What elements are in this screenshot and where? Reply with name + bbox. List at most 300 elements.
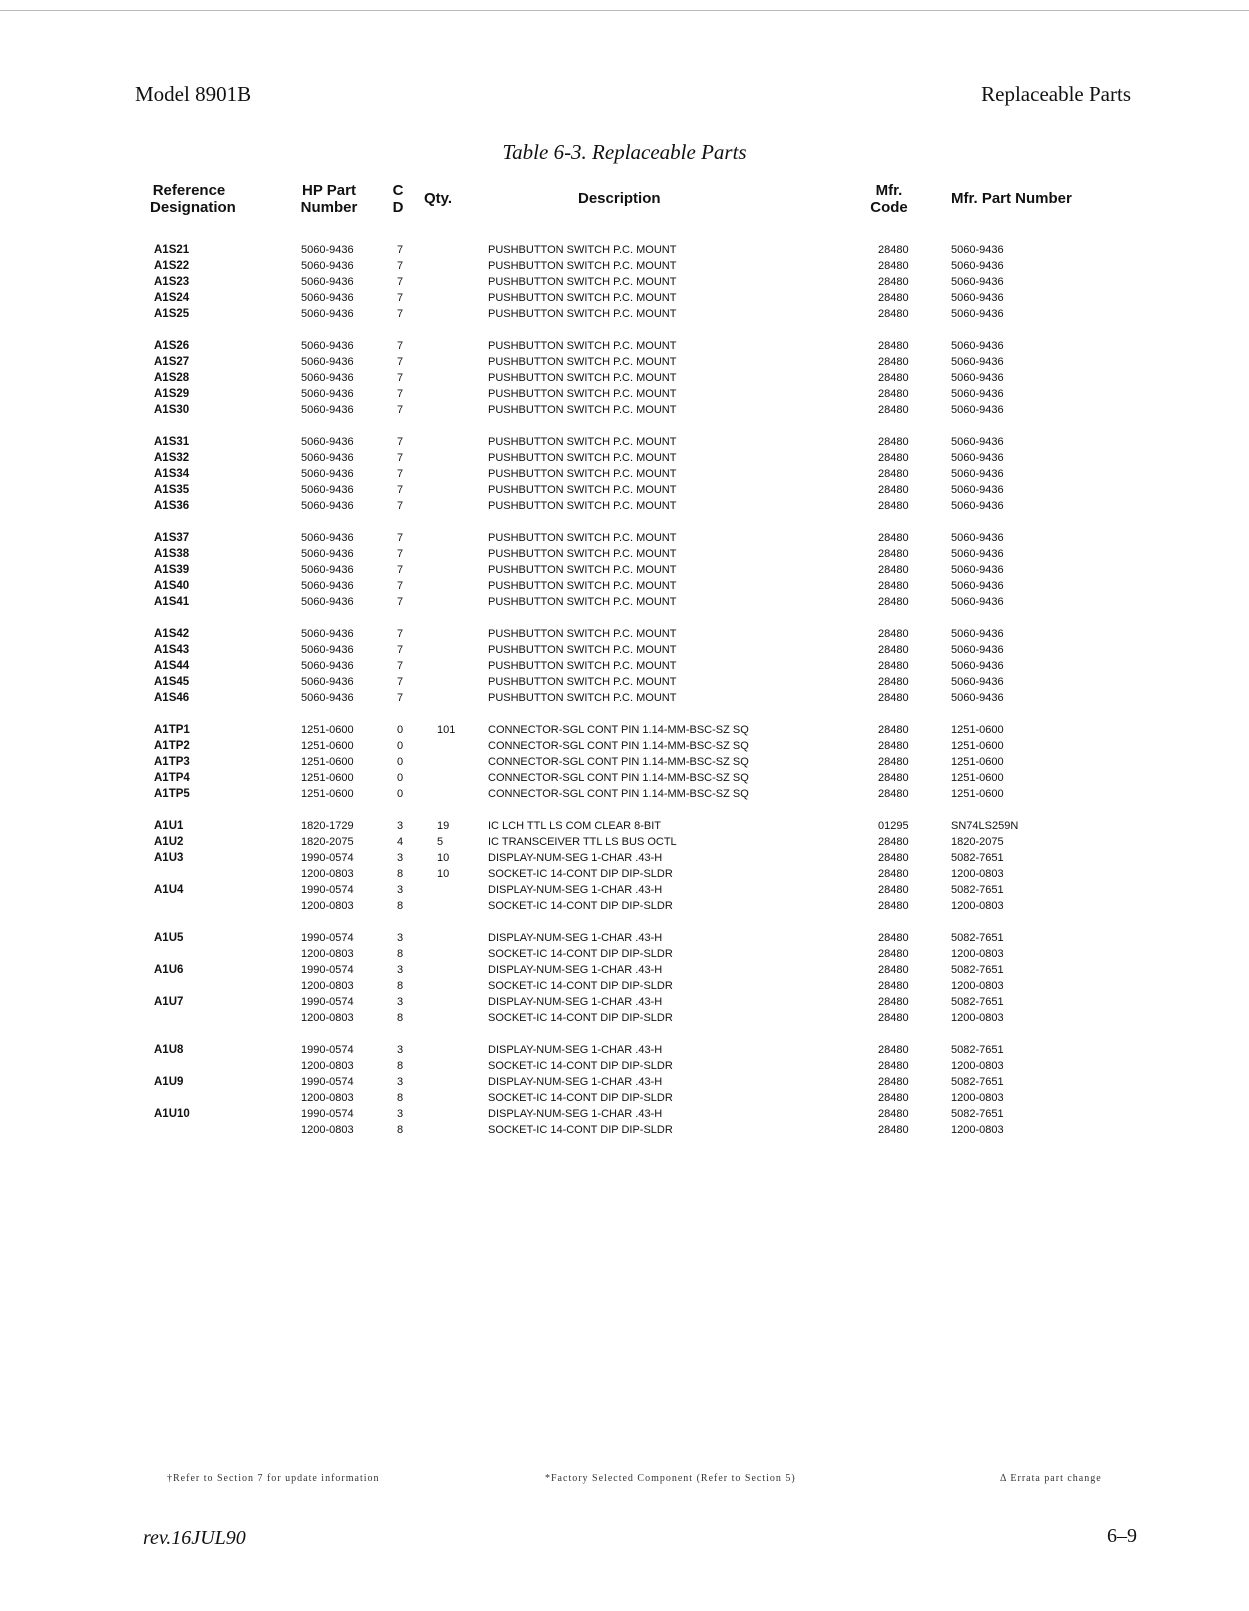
description-cell: PUSHBUTTON SWITCH P.C. MOUNT [488, 452, 677, 464]
reference-designation-cell: A1S41 [154, 596, 190, 608]
mfr-part-number-cell: 5060-9436 [951, 436, 1004, 448]
mfr-part-number-cell: 5060-9436 [951, 452, 1004, 464]
mfr-part-number-cell: 1200-0803 [951, 1124, 1004, 1136]
mfr-code-cell: 28480 [878, 356, 909, 368]
cd-code-cell: 3 [397, 820, 404, 832]
top-rule [0, 10, 1249, 11]
mfr-code-cell: 28480 [878, 548, 909, 560]
mfr-code-cell: 28480 [878, 404, 909, 416]
table-row [0, 1106, 1249, 1122]
hp-part-number-cell: 5060-9436 [301, 340, 354, 352]
description-cell: PUSHBUTTON SWITCH P.C. MOUNT [488, 500, 677, 512]
mfr-code-cell: 28480 [878, 260, 909, 272]
cd-code-cell: 7 [397, 580, 404, 592]
mfr-code-cell: 28480 [878, 1124, 909, 1136]
cd-code-cell: 7 [397, 260, 404, 272]
group-spacer [0, 802, 1249, 818]
group-spacer [0, 610, 1249, 626]
description-cell: DISPLAY-NUM-SEG 1-CHAR .43-H [488, 1108, 663, 1120]
column-header-hp-part [298, 182, 360, 216]
description-cell: PUSHBUTTON SWITCH P.C. MOUNT [488, 660, 677, 672]
table-title: Table 6-3. Replaceable Parts [502, 140, 747, 164]
table-row [0, 1074, 1249, 1090]
mfr-code-cell: 28480 [878, 580, 909, 592]
cd-code-cell: 8 [397, 1092, 404, 1104]
column-header-hp-part-line1: HP Part [302, 182, 356, 199]
description-cell: DISPLAY-NUM-SEG 1-CHAR .43-H [488, 884, 663, 896]
mfr-part-number-cell: 5060-9436 [951, 244, 1004, 256]
cd-code-cell: 7 [397, 564, 404, 576]
hp-part-number-cell: 5060-9436 [301, 260, 354, 272]
footnote-errata: Δ Errata part change [1000, 1473, 1102, 1484]
mfr-code-cell: 28480 [878, 628, 909, 640]
hp-part-number-cell: 1990-0574 [301, 1108, 354, 1120]
mfr-part-number-cell: 5060-9436 [951, 676, 1004, 688]
page-number: 6–9 [1107, 1525, 1137, 1547]
table-row [0, 498, 1249, 514]
cd-code-cell: 3 [397, 1044, 404, 1056]
description-cell: SOCKET-IC 14-CONT DIP DIP-SLDR [488, 900, 673, 912]
table-row: A1U1 1820-1729 3 19 IC LCH TTL LS COM CLEAR 8-BIT 01295 SN74LS259N [154, 820, 1019, 832]
mfr-code-cell: 28480 [878, 564, 909, 576]
mfr-part-number-cell: 1251-0600 [951, 788, 1004, 800]
cd-code-cell: 7 [397, 500, 404, 512]
mfr-code-cell: 28480 [878, 996, 909, 1008]
hp-part-number-cell: 5060-9436 [301, 644, 354, 656]
mfr-part-number-cell: 5060-9436 [951, 276, 1004, 288]
mfr-part-number-cell: 5060-9436 [951, 340, 1004, 352]
mfr-code-cell: 28480 [878, 932, 909, 944]
mfr-part-number-cell: 5060-9436 [951, 308, 1004, 320]
reference-designation-cell: A1U7 [154, 996, 184, 1008]
cd-code-cell: 7 [397, 356, 404, 368]
hp-part-number-cell: 1200-0803 [301, 900, 354, 912]
mfr-part-number-cell: 5060-9436 [951, 372, 1004, 384]
hp-part-number-cell: 1200-0803 [301, 1012, 354, 1024]
reference-designation-cell: A1TP5 [154, 788, 190, 800]
description-cell: PUSHBUTTON SWITCH P.C. MOUNT [488, 468, 677, 480]
mfr-part-number-cell: 1251-0600 [951, 740, 1004, 752]
description-cell: PUSHBUTTON SWITCH P.C. MOUNT [488, 628, 677, 640]
mfr-part-number-cell: 5060-9436 [951, 628, 1004, 640]
reference-designation-cell: A1S29 [154, 388, 190, 400]
hp-part-number-cell: 5060-9436 [301, 404, 354, 416]
table-row [0, 754, 1249, 770]
mfr-code-cell: 28480 [878, 484, 909, 496]
reference-designation-cell: A1S25 [154, 308, 190, 320]
parts-table [0, 242, 1249, 1138]
mfr-part-number-cell: 1820-2075 [951, 836, 1004, 848]
mfr-code-cell: 28480 [878, 676, 909, 688]
description-cell: SOCKET-IC 14-CONT DIP DIP-SLDR [488, 868, 673, 880]
reference-designation-cell: A1U4 [154, 884, 184, 896]
table-row [0, 242, 1249, 258]
mfr-code-cell: 28480 [878, 836, 909, 848]
cd-code-cell: 8 [397, 900, 404, 912]
hp-part-number-cell: 5060-9436 [301, 596, 354, 608]
mfr-part-number-cell: 5082-7651 [951, 1076, 1004, 1088]
hp-part-number-cell: 5060-9436 [301, 276, 354, 288]
hp-part-number-cell: 1200-0803 [301, 1092, 354, 1104]
cd-code-cell: 3 [397, 996, 404, 1008]
description-cell: CONNECTOR-SGL CONT PIN 1.14-MM-BSC-SZ SQ [488, 772, 749, 784]
table-row [0, 258, 1249, 274]
description-cell: CONNECTOR-SGL CONT PIN 1.14-MM-BSC-SZ SQ [488, 724, 749, 736]
mfr-part-number-cell: 1200-0803 [951, 1012, 1004, 1024]
mfr-code-cell: 28480 [878, 1092, 909, 1104]
hp-part-number-cell: 1200-0803 [301, 948, 354, 960]
mfr-code-cell: 28480 [878, 980, 909, 992]
table-row [0, 290, 1249, 306]
reference-designation-cell: A1TP4 [154, 772, 190, 784]
cd-code-cell: 0 [397, 724, 404, 736]
table-row [0, 978, 1249, 994]
cd-code-cell: 7 [397, 276, 404, 288]
mfr-part-number-cell: 5082-7651 [951, 1044, 1004, 1056]
description-cell: PUSHBUTTON SWITCH P.C. MOUNT [488, 548, 677, 560]
description-cell: DISPLAY-NUM-SEG 1-CHAR .43-H [488, 852, 663, 864]
group-spacer [0, 914, 1249, 930]
column-header-qty: Qty. [424, 190, 453, 207]
table-row [0, 386, 1249, 402]
description-cell: SOCKET-IC 14-CONT DIP DIP-SLDR [488, 1012, 673, 1024]
mfr-part-number-cell: 5082-7651 [951, 852, 1004, 864]
hp-part-number-cell: 1251-0600 [301, 724, 354, 736]
reference-designation-cell: A1U9 [154, 1076, 184, 1088]
cd-code-cell: 3 [397, 964, 404, 976]
reference-designation-cell: A1TP1 [154, 724, 190, 736]
hp-part-number-cell: 1251-0600 [301, 788, 354, 800]
hp-part-number-cell: 1200-0803 [301, 868, 354, 880]
mfr-code-cell: 28480 [878, 468, 909, 480]
mfr-part-number-cell: 5060-9436 [951, 548, 1004, 560]
mfr-part-number-cell: 5060-9436 [951, 292, 1004, 304]
table-row [0, 1090, 1249, 1106]
table-row: A1U3 1990-0574 3 10 DISPLAY-NUM-SEG 1-CHAR .43-H 28480 5082-7651 [154, 852, 1004, 864]
column-header-mfr-code-line2: Code [870, 199, 908, 216]
cd-code-cell: 7 [397, 436, 404, 448]
reference-designation-cell: A1S38 [154, 548, 190, 560]
hp-part-number-cell: 5060-9436 [301, 692, 354, 704]
group-spacer [0, 514, 1249, 530]
mfr-code-cell: 28480 [878, 772, 909, 784]
reference-designation-cell: A1S39 [154, 564, 190, 576]
reference-designation-cell: A1S35 [154, 484, 190, 496]
mfr-code-cell: 01295 [878, 820, 909, 832]
column-header-cd-line2: D [392, 199, 404, 216]
hp-part-number-cell: 5060-9436 [301, 244, 354, 256]
table-row [0, 626, 1249, 642]
hp-part-number-cell: 5060-9436 [301, 628, 354, 640]
hp-part-number-cell: 5060-9436 [301, 308, 354, 320]
mfr-code-cell: 28480 [878, 372, 909, 384]
table-row [0, 450, 1249, 466]
cd-code-cell: 0 [397, 788, 404, 800]
mfr-part-number-cell: 1200-0803 [951, 868, 1004, 880]
footnote-factory-selected: *Factory Selected Component (Refer to Section 5) [545, 1473, 796, 1484]
group-spacer [0, 418, 1249, 434]
footnote-update-info: †Refer to Section 7 for update information [167, 1473, 380, 1484]
mfr-part-number-cell: 5060-9436 [951, 468, 1004, 480]
mfr-part-number-cell: 5060-9436 [951, 596, 1004, 608]
mfr-part-number-cell: 5082-7651 [951, 1108, 1004, 1120]
description-cell: PUSHBUTTON SWITCH P.C. MOUNT [488, 244, 677, 256]
cd-code-cell: 3 [397, 932, 404, 944]
description-cell: PUSHBUTTON SWITCH P.C. MOUNT [488, 580, 677, 592]
reference-designation-cell: A1S37 [154, 532, 190, 544]
column-header-reference [150, 182, 236, 216]
description-cell: DISPLAY-NUM-SEG 1-CHAR .43-H [488, 964, 663, 976]
reference-designation-cell: A1U3 [154, 852, 184, 864]
mfr-code-cell: 28480 [878, 596, 909, 608]
cd-code-cell: 7 [397, 532, 404, 544]
description-cell: SOCKET-IC 14-CONT DIP DIP-SLDR [488, 980, 673, 992]
mfr-part-number-cell: 5060-9436 [951, 500, 1004, 512]
mfr-part-number-cell: 5060-9436 [951, 660, 1004, 672]
column-header-cd-line1: C [392, 182, 404, 199]
header-model: Model 8901B [135, 82, 252, 106]
table-row: 1200-0803 8 10 SOCKET-IC 14-CONT DIP DIP-SLDR 28480 1200-0803 [301, 868, 1004, 880]
cd-code-cell: 0 [397, 772, 404, 784]
table-row [0, 738, 1249, 754]
hp-part-number-cell: 1251-0600 [301, 740, 354, 752]
table-row: A1TP1 1251-0600 0 101 CONNECTOR-SGL CONT PIN 1.14-MM-BSC-SZ SQ 28480 1251-0600 [154, 724, 1004, 736]
mfr-part-number-cell: 5060-9436 [951, 644, 1004, 656]
table-row [0, 786, 1249, 802]
mfr-code-cell: 28480 [878, 948, 909, 960]
table-row [0, 962, 1249, 978]
reference-designation-cell: A1S26 [154, 340, 190, 352]
mfr-code-cell: 28480 [878, 884, 909, 896]
table-row [0, 578, 1249, 594]
hp-part-number-cell: 1200-0803 [301, 1060, 354, 1072]
mfr-code-cell: 28480 [878, 1076, 909, 1088]
reference-designation-cell: A1U2 [154, 836, 184, 848]
cd-code-cell: 8 [397, 1060, 404, 1072]
mfr-part-number-cell: 5082-7651 [951, 964, 1004, 976]
reference-designation-cell: A1S23 [154, 276, 190, 288]
reference-designation-cell: A1U1 [154, 820, 184, 832]
hp-part-number-cell: 5060-9436 [301, 388, 354, 400]
table-row [0, 354, 1249, 370]
description-cell: PUSHBUTTON SWITCH P.C. MOUNT [488, 596, 677, 608]
mfr-part-number-cell: 5060-9436 [951, 404, 1004, 416]
description-cell: PUSHBUTTON SWITCH P.C. MOUNT [488, 564, 677, 576]
mfr-code-cell: 28480 [878, 900, 909, 912]
description-cell: PUSHBUTTON SWITCH P.C. MOUNT [488, 276, 677, 288]
hp-part-number-cell: 5060-9436 [301, 292, 354, 304]
mfr-part-number-cell: 1251-0600 [951, 724, 1004, 736]
cd-code-cell: 4 [397, 836, 404, 848]
cd-code-cell: 7 [397, 372, 404, 384]
description-cell: PUSHBUTTON SWITCH P.C. MOUNT [488, 260, 677, 272]
description-cell: SOCKET-IC 14-CONT DIP DIP-SLDR [488, 1060, 673, 1072]
description-cell: PUSHBUTTON SWITCH P.C. MOUNT [488, 292, 677, 304]
hp-part-number-cell: 1200-0803 [301, 1124, 354, 1136]
description-cell: DISPLAY-NUM-SEG 1-CHAR .43-H [488, 996, 663, 1008]
header-section: Replaceable Parts [981, 82, 1131, 106]
column-header-reference-line2: Designation [150, 199, 236, 216]
table-row [0, 530, 1249, 546]
mfr-part-number-cell: 5060-9436 [951, 388, 1004, 400]
hp-part-number-cell: 5060-9436 [301, 548, 354, 560]
mfr-code-cell: 28480 [878, 692, 909, 704]
reference-designation-cell: A1S45 [154, 676, 190, 688]
table-row: A1U2 1820-2075 4 5 IC TRANSCEIVER TTL LS BUS OCTL 28480 1820-2075 [154, 836, 1004, 848]
mfr-code-cell: 28480 [878, 756, 909, 768]
mfr-code-cell: 28480 [878, 1044, 909, 1056]
table-row [0, 674, 1249, 690]
table-row [0, 1042, 1249, 1058]
mfr-part-number-cell: 1200-0803 [951, 1060, 1004, 1072]
column-header-mfr-part-number: Mfr. Part Number [951, 190, 1072, 207]
mfr-code-cell: 28480 [878, 276, 909, 288]
reference-designation-cell: A1S28 [154, 372, 190, 384]
description-cell: PUSHBUTTON SWITCH P.C. MOUNT [488, 692, 677, 704]
column-header-description: Description [578, 190, 661, 207]
hp-part-number-cell: 5060-9436 [301, 484, 354, 496]
mfr-code-cell: 28480 [878, 1060, 909, 1072]
mfr-code-cell: 28480 [878, 452, 909, 464]
table-row [0, 770, 1249, 786]
description-cell: PUSHBUTTON SWITCH P.C. MOUNT [488, 372, 677, 384]
hp-part-number-cell: 1820-1729 [301, 820, 354, 832]
description-cell: CONNECTOR-SGL CONT PIN 1.14-MM-BSC-SZ SQ [488, 756, 749, 768]
mfr-part-number-cell: 5082-7651 [951, 996, 1004, 1008]
table-row [0, 466, 1249, 482]
table-row [0, 434, 1249, 450]
cd-code-cell: 7 [397, 388, 404, 400]
cd-code-cell: 3 [397, 884, 404, 896]
table-row [0, 898, 1249, 914]
reference-designation-cell: A1U6 [154, 964, 184, 976]
reference-designation-cell: A1S34 [154, 468, 190, 480]
cd-code-cell: 7 [397, 308, 404, 320]
description-cell: PUSHBUTTON SWITCH P.C. MOUNT [488, 404, 677, 416]
mfr-part-number-cell: 1251-0600 [951, 756, 1004, 768]
mfr-part-number-cell: 5060-9436 [951, 580, 1004, 592]
reference-designation-cell: A1S22 [154, 260, 190, 272]
cd-code-cell: 0 [397, 756, 404, 768]
hp-part-number-cell: 1990-0574 [301, 932, 354, 944]
mfr-code-cell: 28480 [878, 436, 909, 448]
hp-part-number-cell: 1251-0600 [301, 756, 354, 768]
hp-part-number-cell: 5060-9436 [301, 564, 354, 576]
description-cell: PUSHBUTTON SWITCH P.C. MOUNT [488, 308, 677, 320]
cd-code-cell: 7 [397, 644, 404, 656]
mfr-code-cell: 28480 [878, 660, 909, 672]
hp-part-number-cell: 5060-9436 [301, 372, 354, 384]
description-cell: DISPLAY-NUM-SEG 1-CHAR .43-H [488, 1044, 663, 1056]
table-row [0, 594, 1249, 610]
table-row [0, 1058, 1249, 1074]
mfr-part-number-cell: SN74LS259N [951, 820, 1019, 832]
mfr-part-number-cell: 1251-0600 [951, 772, 1004, 784]
cd-code-cell: 8 [397, 1124, 404, 1136]
cd-code-cell: 8 [397, 980, 404, 992]
description-cell: PUSHBUTTON SWITCH P.C. MOUNT [488, 388, 677, 400]
table-row [0, 562, 1249, 578]
hp-part-number-cell: 1990-0574 [301, 996, 354, 1008]
reference-designation-cell: A1S27 [154, 356, 190, 368]
mfr-part-number-cell: 1200-0803 [951, 1092, 1004, 1104]
cd-code-cell: 7 [397, 484, 404, 496]
cd-code-cell: 7 [397, 244, 404, 256]
mfr-code-cell: 28480 [878, 500, 909, 512]
hp-part-number-cell: 1990-0574 [301, 884, 354, 896]
mfr-part-number-cell: 1200-0803 [951, 900, 1004, 912]
table-row [0, 482, 1249, 498]
cd-code-cell: 7 [397, 340, 404, 352]
hp-part-number-cell: 1990-0574 [301, 852, 354, 864]
mfr-code-cell: 28480 [878, 1108, 909, 1120]
mfr-part-number-cell: 5060-9436 [951, 356, 1004, 368]
reference-designation-cell: A1S43 [154, 644, 190, 656]
hp-part-number-cell: 5060-9436 [301, 500, 354, 512]
hp-part-number-cell: 5060-9436 [301, 532, 354, 544]
cd-code-cell: 8 [397, 1012, 404, 1024]
table-row [0, 994, 1249, 1010]
cd-code-cell: 7 [397, 628, 404, 640]
description-cell: SOCKET-IC 14-CONT DIP DIP-SLDR [488, 1092, 673, 1104]
description-cell: PUSHBUTTON SWITCH P.C. MOUNT [488, 532, 677, 544]
mfr-code-cell: 28480 [878, 1012, 909, 1024]
mfr-code-cell: 28480 [878, 740, 909, 752]
hp-part-number-cell: 5060-9436 [301, 676, 354, 688]
revision-date: rev.16JUL90 [143, 1527, 246, 1549]
table-row [0, 690, 1249, 706]
mfr-code-cell: 28480 [878, 868, 909, 880]
cd-code-cell: 7 [397, 292, 404, 304]
table-row [0, 306, 1249, 322]
description-cell: DISPLAY-NUM-SEG 1-CHAR .43-H [488, 932, 663, 944]
hp-part-number-cell: 5060-9436 [301, 468, 354, 480]
mfr-code-cell: 28480 [878, 340, 909, 352]
mfr-part-number-cell: 5060-9436 [951, 564, 1004, 576]
column-header-cd [392, 182, 404, 216]
group-spacer [0, 706, 1249, 722]
mfr-code-cell: 28480 [878, 724, 909, 736]
mfr-part-number-cell: 1200-0803 [951, 980, 1004, 992]
cd-code-cell: 3 [397, 1076, 404, 1088]
mfr-code-cell: 28480 [878, 388, 909, 400]
cd-code-cell: 3 [397, 1108, 404, 1120]
hp-part-number-cell: 1990-0574 [301, 1044, 354, 1056]
mfr-code-cell: 28480 [878, 292, 909, 304]
mfr-code-cell: 28480 [878, 852, 909, 864]
reference-designation-cell: A1U8 [154, 1044, 184, 1056]
cd-code-cell: 8 [397, 948, 404, 960]
description-cell: IC TRANSCEIVER TTL LS BUS OCTL [488, 836, 677, 848]
hp-part-number-cell: 5060-9436 [301, 660, 354, 672]
group-spacer [0, 322, 1249, 338]
hp-part-number-cell: 5060-9436 [301, 436, 354, 448]
hp-part-number-cell: 1820-2075 [301, 836, 354, 848]
reference-designation-cell: A1S42 [154, 628, 190, 640]
reference-designation-cell: A1S30 [154, 404, 190, 416]
table-row [0, 882, 1249, 898]
hp-part-number-cell: 1251-0600 [301, 772, 354, 784]
description-cell: SOCKET-IC 14-CONT DIP DIP-SLDR [488, 1124, 673, 1136]
mfr-code-cell: 28480 [878, 308, 909, 320]
table-row [0, 338, 1249, 354]
table-row [0, 946, 1249, 962]
reference-designation-cell: A1U10 [154, 1108, 190, 1120]
reference-designation-cell: A1TP3 [154, 756, 190, 768]
reference-designation-cell: A1S32 [154, 452, 190, 464]
reference-designation-cell: A1S36 [154, 500, 190, 512]
hp-part-number-cell: 1990-0574 [301, 1076, 354, 1088]
